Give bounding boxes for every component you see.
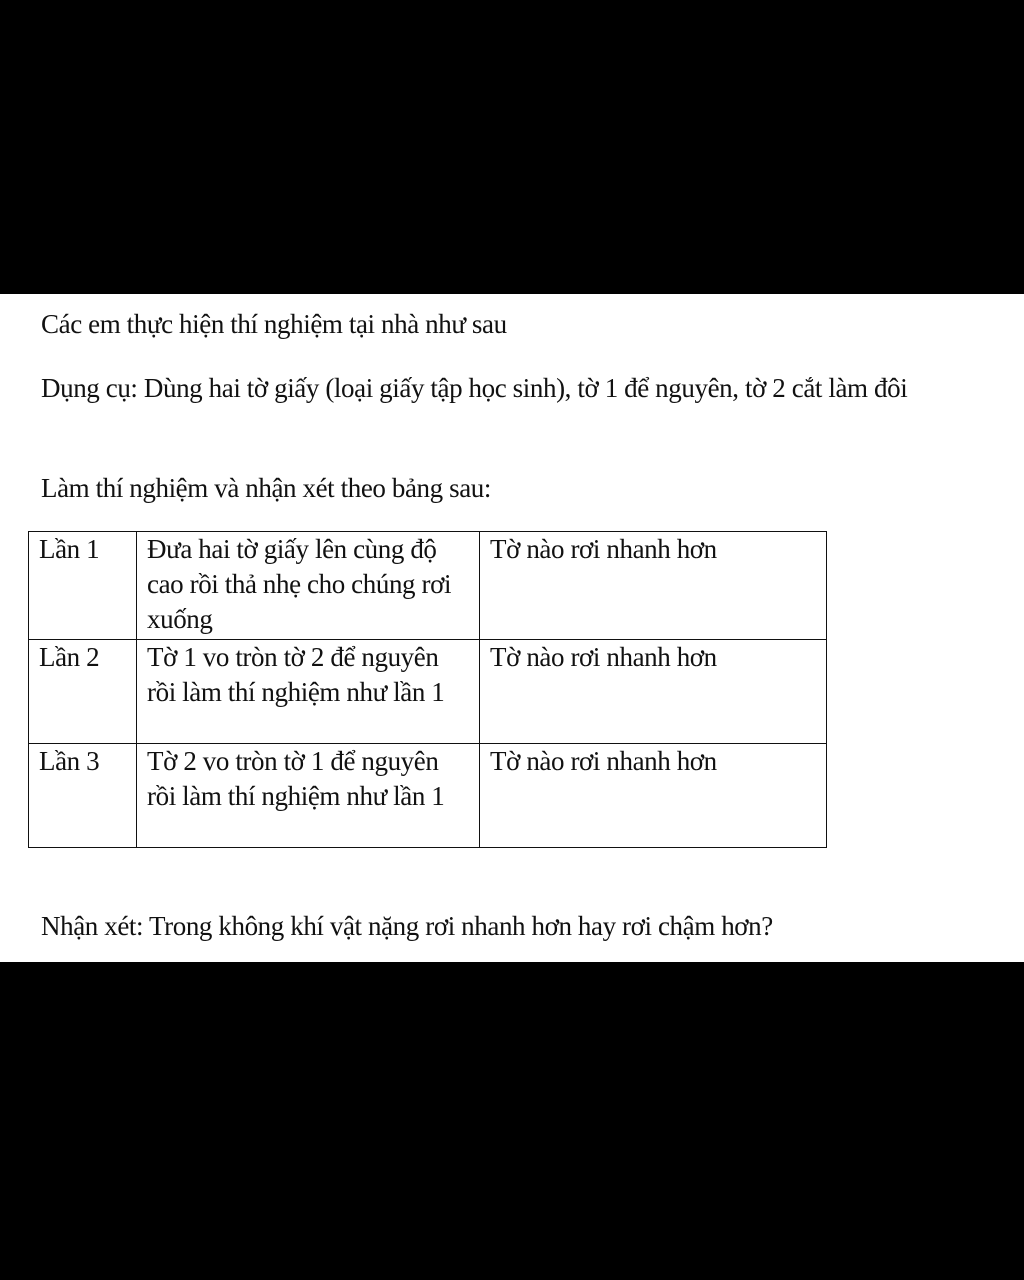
tools-text: Dụng cụ: Dùng hai tờ giấy (loại giấy tập học sinh), tờ 1 để nguyên, tờ 2 cắt làm đôi bbox=[41, 373, 908, 403]
experiment-table bbox=[28, 531, 827, 848]
action-cell: Tờ 2 vo tròn tờ 1 để nguyên rồi làm thí nghiệm như lần 1 bbox=[137, 744, 480, 848]
question-cell: Tờ nào rơi nhanh hơn bbox=[480, 640, 827, 744]
table-row bbox=[29, 640, 827, 744]
trial-cell: Lần 2 bbox=[29, 640, 137, 744]
table-row bbox=[29, 744, 827, 848]
table-row bbox=[29, 532, 827, 640]
trial-cell: Lần 3 bbox=[29, 744, 137, 848]
instruction-text: Làm thí nghiệm và nhận xét theo bảng sau: bbox=[41, 473, 491, 503]
question-cell: Tờ nào rơi nhanh hơn bbox=[480, 744, 827, 848]
question-cell: Tờ nào rơi nhanh hơn bbox=[480, 532, 827, 640]
action-cell: Đưa hai tờ giấy lên cùng độ cao rồi thả nhẹ cho chúng rơi xuống bbox=[137, 532, 480, 640]
trial-cell: Lần 1 bbox=[29, 532, 137, 640]
conclusion-text: Nhận xét: Trong không khí vật nặng rơi nhanh hơn hay rơi chậm hơn? bbox=[41, 911, 773, 941]
document-page bbox=[0, 294, 1024, 962]
action-cell: Tờ 1 vo tròn tờ 2 để nguyên rồi làm thí nghiệm như lần 1 bbox=[137, 640, 480, 744]
intro-text: Các em thực hiện thí nghiệm tại nhà như sau bbox=[41, 309, 507, 339]
